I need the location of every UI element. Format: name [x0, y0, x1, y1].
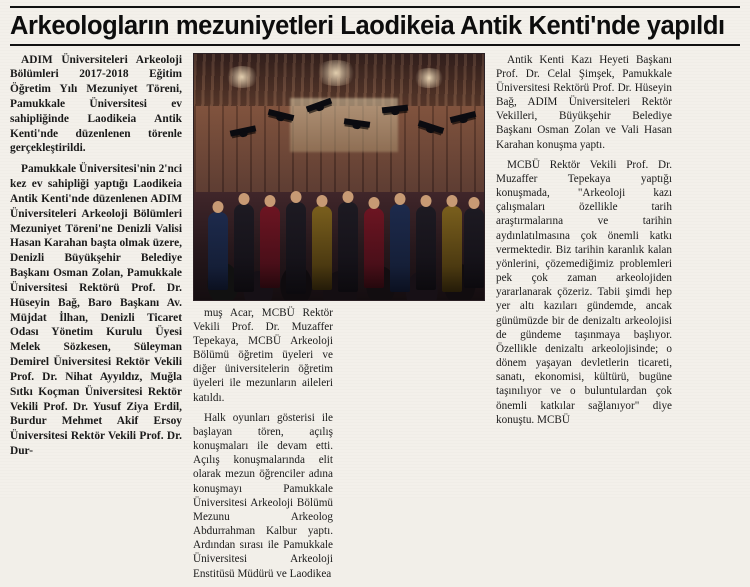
- graduate-figure: [260, 206, 280, 288]
- paragraph: Halk oyunları gösterisi ile başlayan tören, açılış konuşmaları ile devam etti. Açılış konuşmalarında elit olarak mezun öğrenciler adına konuşmayı Pamukkale Üniversitesi Arkeoloji Bölümü Mezunu Arkeolog Abdurrahman Kalbur yaptı. Ardından sırası ile Pamukkale Üniversitesi Arkeoloji Enstitüsü Müdürü ve Laodikea: [193, 411, 333, 580]
- headline-top-rule: [10, 6, 740, 8]
- paragraph: Pamukkale Üniversitesi'nin 2'nci kez ev sahipliği yaptığı Laodikeia Antik Kenti'nde düzenlenen ADIM Üniversiteleri Arkeoloji Bölümleri Mezuniyet Töreni'ne Denizli Valisi Hasan Karahan başta olmak üzere, Denizli Büyükşehir Belediye Başkanı Osman Zolan, Pamukkale Üniversitesi Rektörü Prof. Dr. Hüseyin Bağ, Baro Başkanı Av. Müjdat İlhan, Denizli Ticaret Odası Yönetim Kurulu Üyesi Melek Sözkesen, Süleyman Demirel Üniversitesi Rektör Vekili Prof. Dr. Nihat Ayyıldız, Muğla Sıtkı Koçman Üniversitesi Rektör Vekili Prof. Dr. Yusuf Ziya Erdil, Burdur Mehmet Akif Ersoy Üniversitesi Rektör Vekili Prof. Dr. Dur-: [10, 163, 182, 458]
- photo-light-1: [224, 66, 260, 88]
- paragraph: MCBÜ Rektör Vekili Prof. Dr. Muzaffer Tepekaya yaptığı konuşmada, "Arkeoloji kazı çalışmaları özellikle tarih araştırmalarına ve tarihin aydınlatılmasına çok önemli katkı vermektedir. Biz tarihin karanlık kalan yönlerini, çözemediğimiz problemleri pek çok zaman arkeolojiden yararlanarak çözeriz. Tabii şimdi hep yer altı kazıları gündemde, ancak günümüzde bir de denizaltı arkeolojisi de gündeme taşınmaya başlıyor. Özellikle denizaltı arkeolojisinde; o dönem yaşayan devletlerin ticareti, sanatı, ekonomisi, kültürü, bugüne taşınılıyor ve o buluntulardan çok önemli katkılar sağlanıyor" diye konuştu. MCBÜ: [496, 158, 672, 426]
- paragraph: muş Acar, MCBÜ Rektör Vekili Prof. Dr. Muzaffer Tepekaya, MCBÜ Arkeoloji Bölümü öğretim üyeleri ve diğer üniversitelerin öğretim üyeleri ile mezunların aileleri katıldı.: [193, 306, 333, 404]
- photo-caption-columns: [193, 306, 485, 587]
- photo-light-2: [314, 60, 358, 86]
- graduate-figure: [390, 204, 410, 292]
- graduate-figure: [364, 208, 384, 288]
- graduate-figure: [338, 202, 358, 292]
- article-body: [10, 53, 740, 580]
- headline-bottom-rule: [10, 44, 740, 46]
- graduate-figure: [286, 202, 306, 294]
- paragraph: Antik Kenti Kazı Heyeti Başkanı Prof. Dr. Celal Şimşek, Pamukkale Üniversitesi Rektörü Prof. Dr. Hüseyin Bağ, ADIM Üniversiteleri Rektör Vekilleri, Büyükşehir Belediye Başkanı Osman Zolan ve Vali Hasan Karahan konuşma yaptı.: [496, 53, 672, 151]
- page-title: Arkeologların mezuniyetleri Laodikeia Antik Kenti'nde yapıldı: [10, 12, 725, 40]
- graduate-figure: [442, 206, 462, 292]
- graduate-figure: [234, 204, 254, 292]
- article-column-1: [10, 53, 182, 465]
- photo-light-3: [412, 68, 446, 88]
- graduation-ceremony-photo: [193, 53, 485, 301]
- article-column-2b: [344, 306, 484, 587]
- graduate-figure: [464, 208, 484, 288]
- article-column-2: [193, 306, 333, 587]
- paragraph: ADIM Üniversiteleri Arkeoloji Bölümleri 2017-2018 Eğitim Öğretim Yılı Mezuniyet Töreni, Pamukkale Üniversitesi ev sahipliğinde Laodikeia Antik Kenti'nde düzenlenen törenle gerçekleştirildi.: [10, 53, 182, 155]
- graduate-figure: [312, 206, 332, 290]
- graduate-figure: [416, 206, 436, 290]
- article-column-3: [496, 53, 672, 433]
- graduate-figure: [208, 212, 228, 290]
- photo-block: [193, 53, 485, 587]
